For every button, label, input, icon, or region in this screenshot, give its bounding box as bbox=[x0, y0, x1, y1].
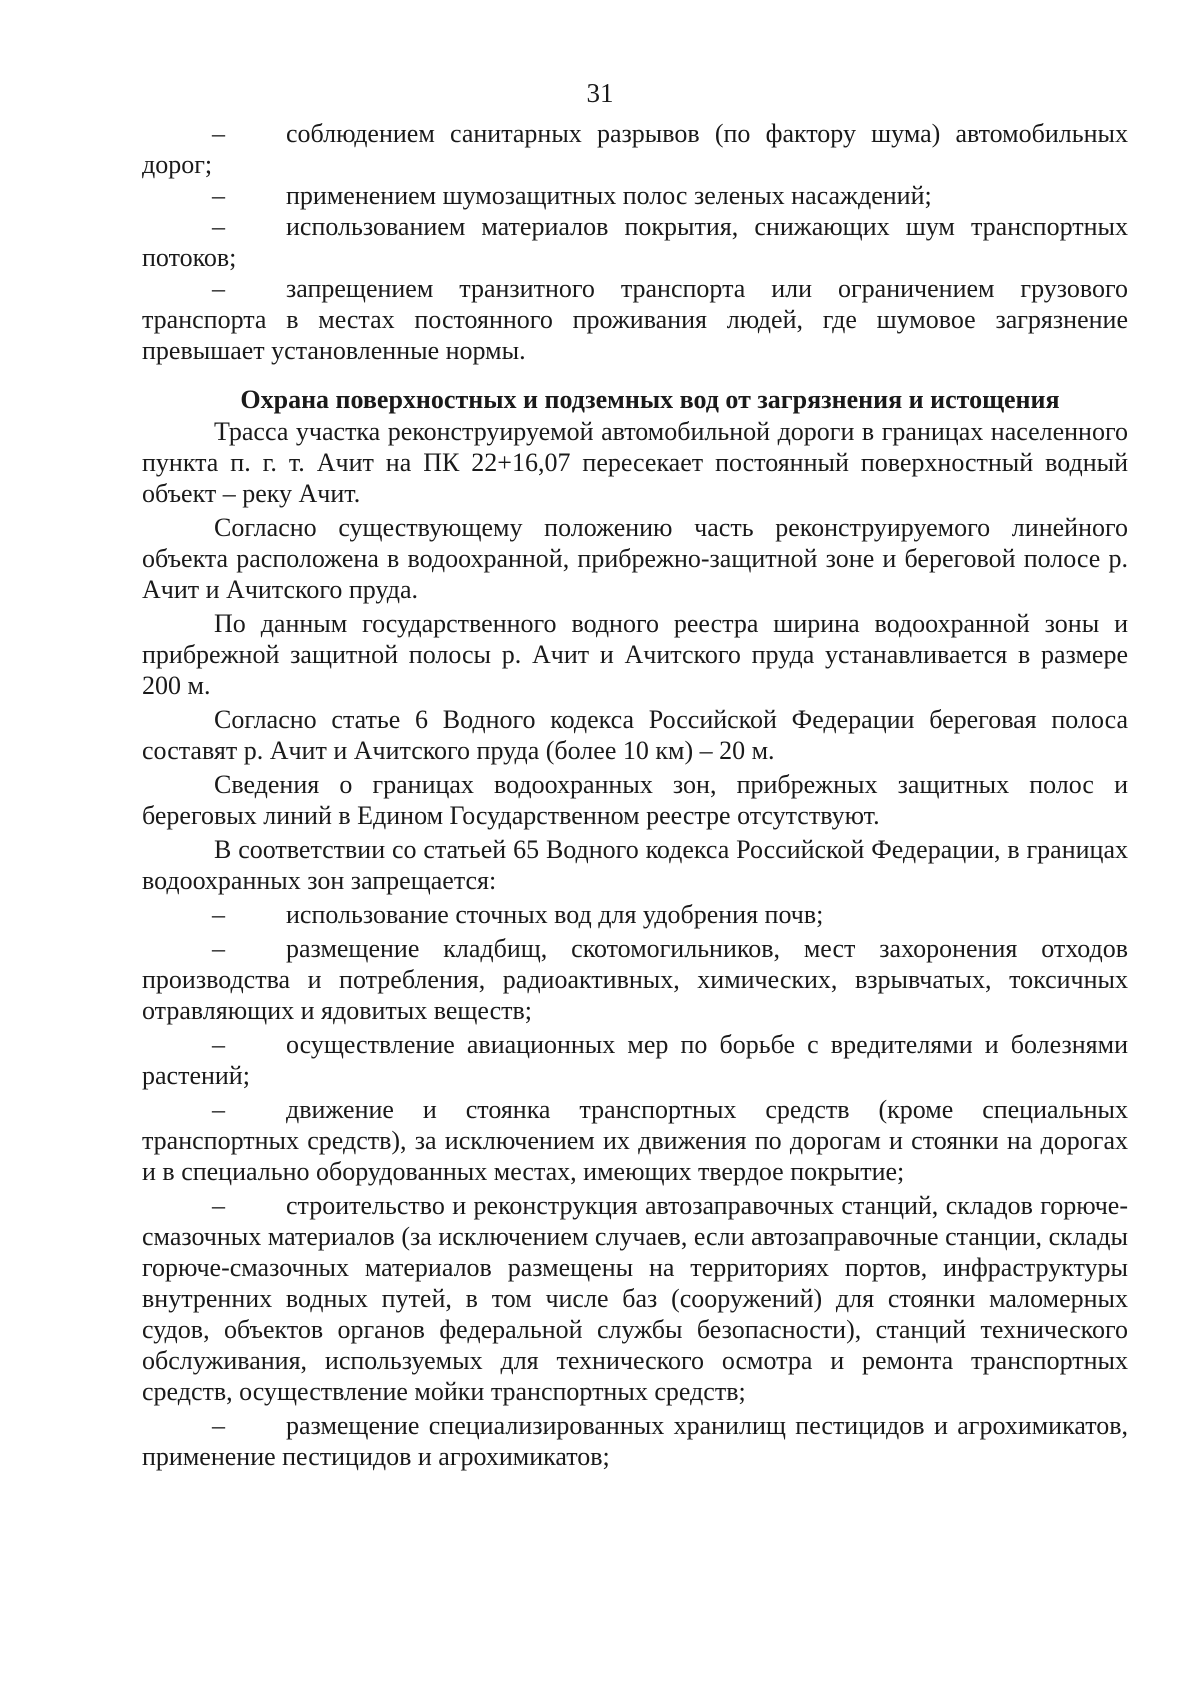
paragraph: Согласно статье 6 Водного кодекса Российской Федерации береговая полоса составят р. Ачит и Ачитского пруда (более 10 км) – 20 м. bbox=[142, 705, 1128, 765]
list-item bbox=[142, 1410, 1128, 1472]
dash-marker: – bbox=[212, 1191, 225, 1220]
dash-marker: – bbox=[212, 934, 225, 963]
dash-marker: – bbox=[212, 900, 225, 929]
list-item bbox=[142, 899, 1128, 930]
list-item-text: использование сточных вод для удобрения почв; bbox=[286, 900, 824, 929]
list-item bbox=[142, 1094, 1128, 1187]
list-item bbox=[142, 273, 1128, 366]
paragraph: Согласно существующему положению часть реконструируемого линейного объекта расположена в водоохранной, прибрежно-защитной зоне и береговой полосе р. Ачит и Ачитского пруда. bbox=[142, 513, 1128, 604]
list-item-text: строительство и реконструкция автозаправочных станций, складов горюче-смазочных материалов (за исключением случаев, если автозаправочные станции, склады горюче-смазочных материалов размещены на территориях портов, инфраструктуры внутренних водных путей, в том числе баз (сооружений) для стоянки маломерных судов, объектов органов федеральной службы безопасности), станций технического обслуживания, используемых для технического осмотра и ремонта транспортных средств, осуществление мойки транспортных средств; bbox=[142, 1191, 1128, 1406]
paragraph: По данным государственного водного реестра ширина водоохранной зоны и прибрежной защитной полосы р. Ачит и Ачитского пруда устанавливается в размере 200 м. bbox=[142, 609, 1128, 700]
list-item-text: размещение кладбищ, скотомогильников, мест захоронения отходов производства и потребления, радиоактивных, химических, взрывчатых, токсичных отравляющих и ядовитых веществ; bbox=[142, 934, 1128, 1025]
dash-marker: – bbox=[212, 1411, 225, 1440]
list-item bbox=[142, 118, 1128, 180]
list-item-text: движение и стоянка транспортных средств (кроме специальных транспортных средств), за исключением их движения по дорогам и стоянки на дорогах и в специально оборудованных местах, имеющих твердое покрытие; bbox=[142, 1095, 1128, 1186]
paragraph: Трасса участка реконструируемой автомобильной дороги в границах населенного пункта п. г. т. Ачит на ПК 22+16,07 пересекает постоянный поверхностный водный объект – реку Ачит. bbox=[142, 417, 1128, 508]
list-item bbox=[142, 1190, 1128, 1407]
dash-marker: – bbox=[212, 1030, 225, 1059]
section-heading: Охрана поверхностных и подземных вод от загрязнения и истощения bbox=[240, 385, 1060, 414]
dash-marker: – bbox=[212, 119, 225, 148]
list-item-text: запрещением транзитного транспорта или ограничением грузового транспорта в местах постоянного проживания людей, где шумовое загрязнение превышает установленные нормы. bbox=[142, 274, 1128, 365]
list-item bbox=[142, 180, 1128, 211]
list-item-text: осуществление авиационных мер по борьбе с вредителями и болезнями растений; bbox=[142, 1030, 1128, 1090]
list-item-text: размещение специализированных хранилищ пестицидов и агрохимикатов, применение пестицидов и агрохимикатов; bbox=[142, 1411, 1128, 1471]
list-item-text: соблюдением санитарных разрывов (по фактору шума) автомобильных дорог; bbox=[142, 119, 1128, 179]
page-content bbox=[142, 118, 1128, 1472]
page-number: 31 bbox=[586, 78, 614, 108]
dash-marker: – bbox=[212, 181, 225, 210]
dash-marker: – bbox=[212, 1095, 225, 1124]
list-item bbox=[142, 933, 1128, 1026]
dash-marker: – bbox=[212, 274, 225, 303]
paragraph: В соответствии со статьей 65 Водного кодекса Российской Федерации, в границах водоохранных зон запрещается: bbox=[142, 835, 1128, 895]
list-item-text: применением шумозащитных полос зеленых насаждений; bbox=[286, 181, 932, 210]
list-item bbox=[142, 211, 1128, 273]
paragraph: Сведения о границах водоохранных зон, прибрежных защитных полос и береговых линий в Едином Государственном реестре отсутствуют. bbox=[142, 770, 1128, 830]
dash-marker: – bbox=[212, 212, 225, 241]
list-item-text: использованием материалов покрытия, снижающих шум транспортных потоков; bbox=[142, 212, 1128, 272]
list-item bbox=[142, 1029, 1128, 1091]
